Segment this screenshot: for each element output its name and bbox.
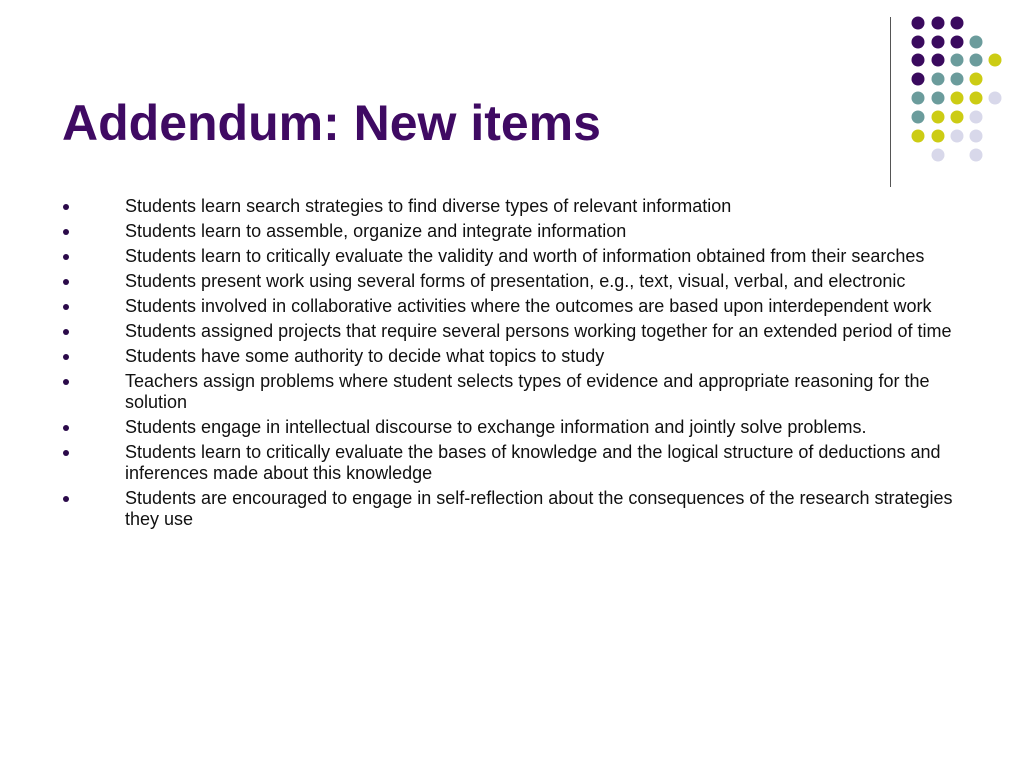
- dot: [951, 130, 964, 143]
- bullet-text: Students present work using several forms of presentation, e.g., text, visual, verbal, and electronic: [125, 271, 906, 291]
- list-item: [0, 246, 1024, 267]
- slide-title: Addendum: New items: [62, 95, 601, 151]
- dot: [970, 54, 983, 67]
- decorative-dot-grid: [0, 0, 1024, 200]
- bullet-icon: [63, 229, 69, 235]
- list-item: [0, 221, 1024, 242]
- dot: [932, 130, 945, 143]
- dot: [912, 73, 925, 86]
- dot: [912, 111, 925, 124]
- bullet-text: Students assigned projects that require several persons working together for an extended period of time: [125, 321, 952, 341]
- dot: [951, 111, 964, 124]
- dot: [932, 54, 945, 67]
- dot: [912, 17, 925, 30]
- bullet-text: Students involved in collaborative activities where the outcomes are based upon interdependent work: [125, 296, 932, 316]
- dot: [989, 54, 1002, 67]
- dot: [951, 92, 964, 105]
- bullet-icon: [63, 279, 69, 285]
- bullet-icon: [63, 329, 69, 335]
- bullet-text: Students engage in intellectual discourse to exchange information and jointly solve problems.: [125, 417, 867, 437]
- dot: [912, 92, 925, 105]
- bullet-text: Teachers assign problems where student selects types of evidence and appropriate reasoning for the solution: [125, 371, 930, 412]
- bullet-icon: [63, 379, 69, 385]
- bullet-icon: [63, 425, 69, 431]
- list-item: [0, 346, 1024, 367]
- dot: [932, 111, 945, 124]
- list-item: [0, 271, 1024, 292]
- bullet-icon: [63, 304, 69, 310]
- bullet-text: Students are encouraged to engage in self-reflection about the consequences of the research strategies they use: [125, 488, 953, 529]
- dot: [932, 17, 945, 30]
- list-item: [0, 417, 1024, 438]
- list-item: [0, 488, 1024, 530]
- list-item: [0, 442, 1024, 484]
- dot: [970, 92, 983, 105]
- list-item: [0, 296, 1024, 317]
- dot: [951, 17, 964, 30]
- dot: [912, 130, 925, 143]
- dot: [970, 130, 983, 143]
- dot: [932, 149, 945, 162]
- bullet-text: Students learn to critically evaluate the bases of knowledge and the logical structure of deductions and inferences made about this knowledge: [125, 442, 941, 483]
- list-item: [0, 196, 1024, 217]
- dot: [912, 36, 925, 49]
- dot: [970, 73, 983, 86]
- bullet-text: Students have some authority to decide what topics to study: [125, 346, 605, 366]
- bullet-icon: [63, 254, 69, 260]
- dot: [970, 36, 983, 49]
- list-item: [0, 321, 1024, 342]
- dot: [970, 111, 983, 124]
- list-item: [0, 371, 1024, 413]
- dot: [932, 36, 945, 49]
- dot: [951, 36, 964, 49]
- dot: [951, 54, 964, 67]
- bullet-list: [0, 196, 1024, 534]
- bullet-icon: [63, 496, 69, 502]
- dot: [970, 149, 983, 162]
- bullet-text: Students learn search strategies to find diverse types of relevant information: [125, 196, 732, 216]
- bullet-text: Students learn to critically evaluate the validity and worth of information obtained from their searches: [125, 246, 925, 266]
- bullet-text: Students learn to assemble, organize and integrate information: [125, 221, 627, 241]
- dot: [951, 73, 964, 86]
- dot: [912, 54, 925, 67]
- dot: [932, 92, 945, 105]
- bullet-icon: [63, 204, 69, 210]
- dot: [989, 92, 1002, 105]
- bullet-icon: [63, 450, 69, 456]
- bullet-icon: [63, 354, 69, 360]
- dot: [932, 73, 945, 86]
